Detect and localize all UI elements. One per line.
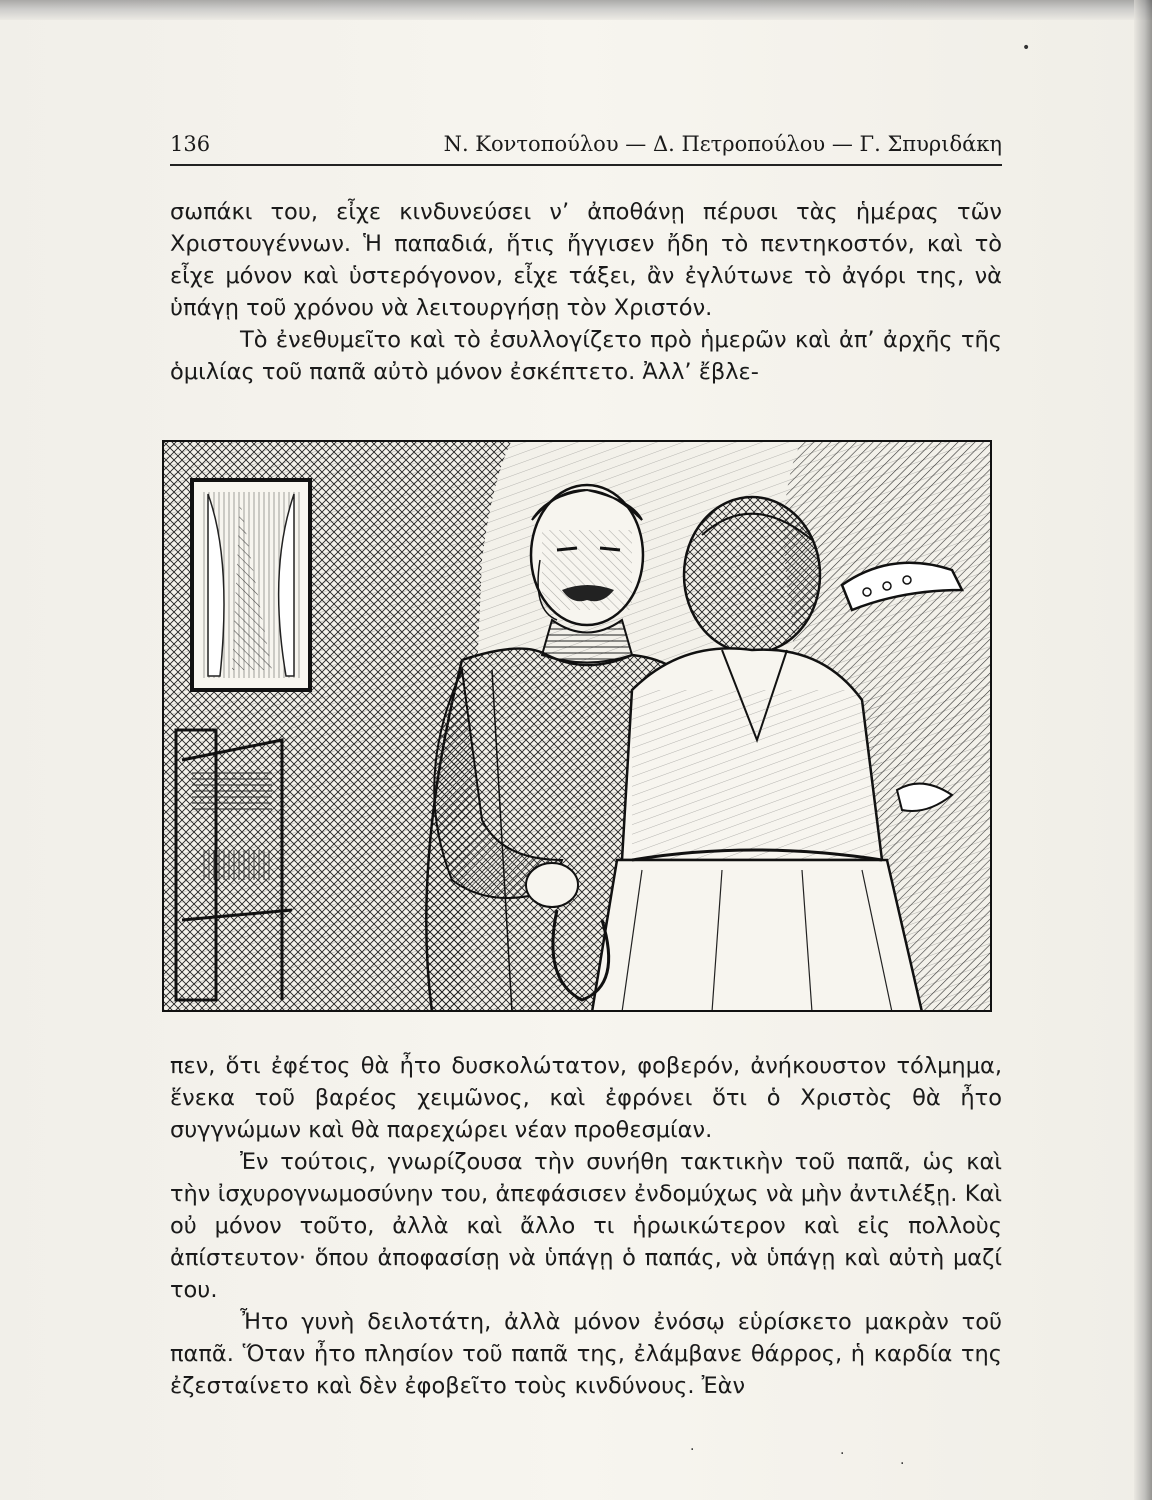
scan-dust: · bbox=[900, 1456, 905, 1472]
page-number: 136 bbox=[170, 132, 211, 156]
text-before-illustration bbox=[170, 196, 1002, 388]
paragraph: Ἦτο γυνὴ δειλοτάτη, ἀλλὰ μόνον ἐνόσῳ εὑρίσκετο μακρὰν τοῦ παπᾶ. Ὅταν ἦτο πλησίον τοῦ παπᾶ της, ἐλάμβανε θάρρος, ἡ καρδία της ἐζεσταίνετο καὶ δὲν ἐφοβεῖτο τοὺς κινδύνους. Ἐὰν bbox=[170, 1309, 1002, 1399]
scan-right-edge bbox=[1134, 0, 1152, 1500]
illustration-priest-and-wife bbox=[162, 440, 992, 1012]
scan-dust: • bbox=[1022, 40, 1031, 56]
paragraph: πεν, ὅτι ἐφέτος θὰ ἦτο δυσκολώτατον, φοβερόν, ἀνήκουστον τόλμημα, ἕνεκα τοῦ βαρέος χειμῶνος, καὶ ἐφρόνει ὅτι ὁ Χριστὸς θὰ ἦτο συγγνώμων καὶ θὰ παρεχώρει νέαν προθεσμίαν. bbox=[170, 1053, 1002, 1143]
running-title: Ν. Κοντοπούλου — Δ. Πετροπούλου — Γ. Σπυριδάκη bbox=[443, 132, 1002, 156]
page-header bbox=[170, 128, 1002, 166]
window bbox=[192, 480, 310, 690]
scan-dust: · bbox=[690, 1442, 695, 1458]
paragraph: Ἐν τούτοις, γνωρίζουσα τὴν συνήθη τακτικὴν τοῦ παπᾶ, ὡς καὶ τὴν ἰσχυρογνωμοσύνην του, ἀπεφάσισεν ἐνδομύχως νὰ μὴν ἀντιλέξῃ. Καὶ οὐ μόνον τοῦτο, ἀλλὰ καὶ ἄλλο τι ἡρωικώτερον καὶ εἰς πολλοὺς ἀπίστευτον· ὅπου ἀποφασίσῃ νὰ ὑπάγῃ ὁ παπάς, νὰ ὑπάγῃ καὶ αὐτὴ μαζί του. bbox=[170, 1149, 1002, 1303]
scan-top-edge bbox=[0, 0, 1152, 20]
text-after-illustration bbox=[170, 1050, 1002, 1402]
paragraph: Τὸ ἐνεθυμεῖτο καὶ τὸ ἐσυλλογίζετο πρὸ ἡμερῶν καὶ ἀπ’ ἀρχῆς τῆς ὁμιλίας τοῦ παπᾶ αὐτὸ μόνον ἐσκέπτετο. Ἀλλ’ ἔβλε- bbox=[170, 327, 1002, 385]
scan-dust: · bbox=[840, 1446, 845, 1462]
paragraph: σωπάκι του, εἶχε κινδυνεύσει ν’ ἀποθάνῃ πέρυσι τὰς ἡμέρας τῶν Χριστουγέννων. Ἡ παπαδιά, ἥτις ἤγγισεν ἤδη τὸ πεντηκοστόν, καὶ τὸ εἶχε μόνον καὶ ὑστερόγονον, εἶχε τάξει, ἂν ἐγλύτωνε τὸ ἀγόρι της, νὰ ὑπάγῃ τοῦ χρόνου νὰ λειτουργήσῃ τὸν Χριστόν. bbox=[170, 199, 1002, 321]
